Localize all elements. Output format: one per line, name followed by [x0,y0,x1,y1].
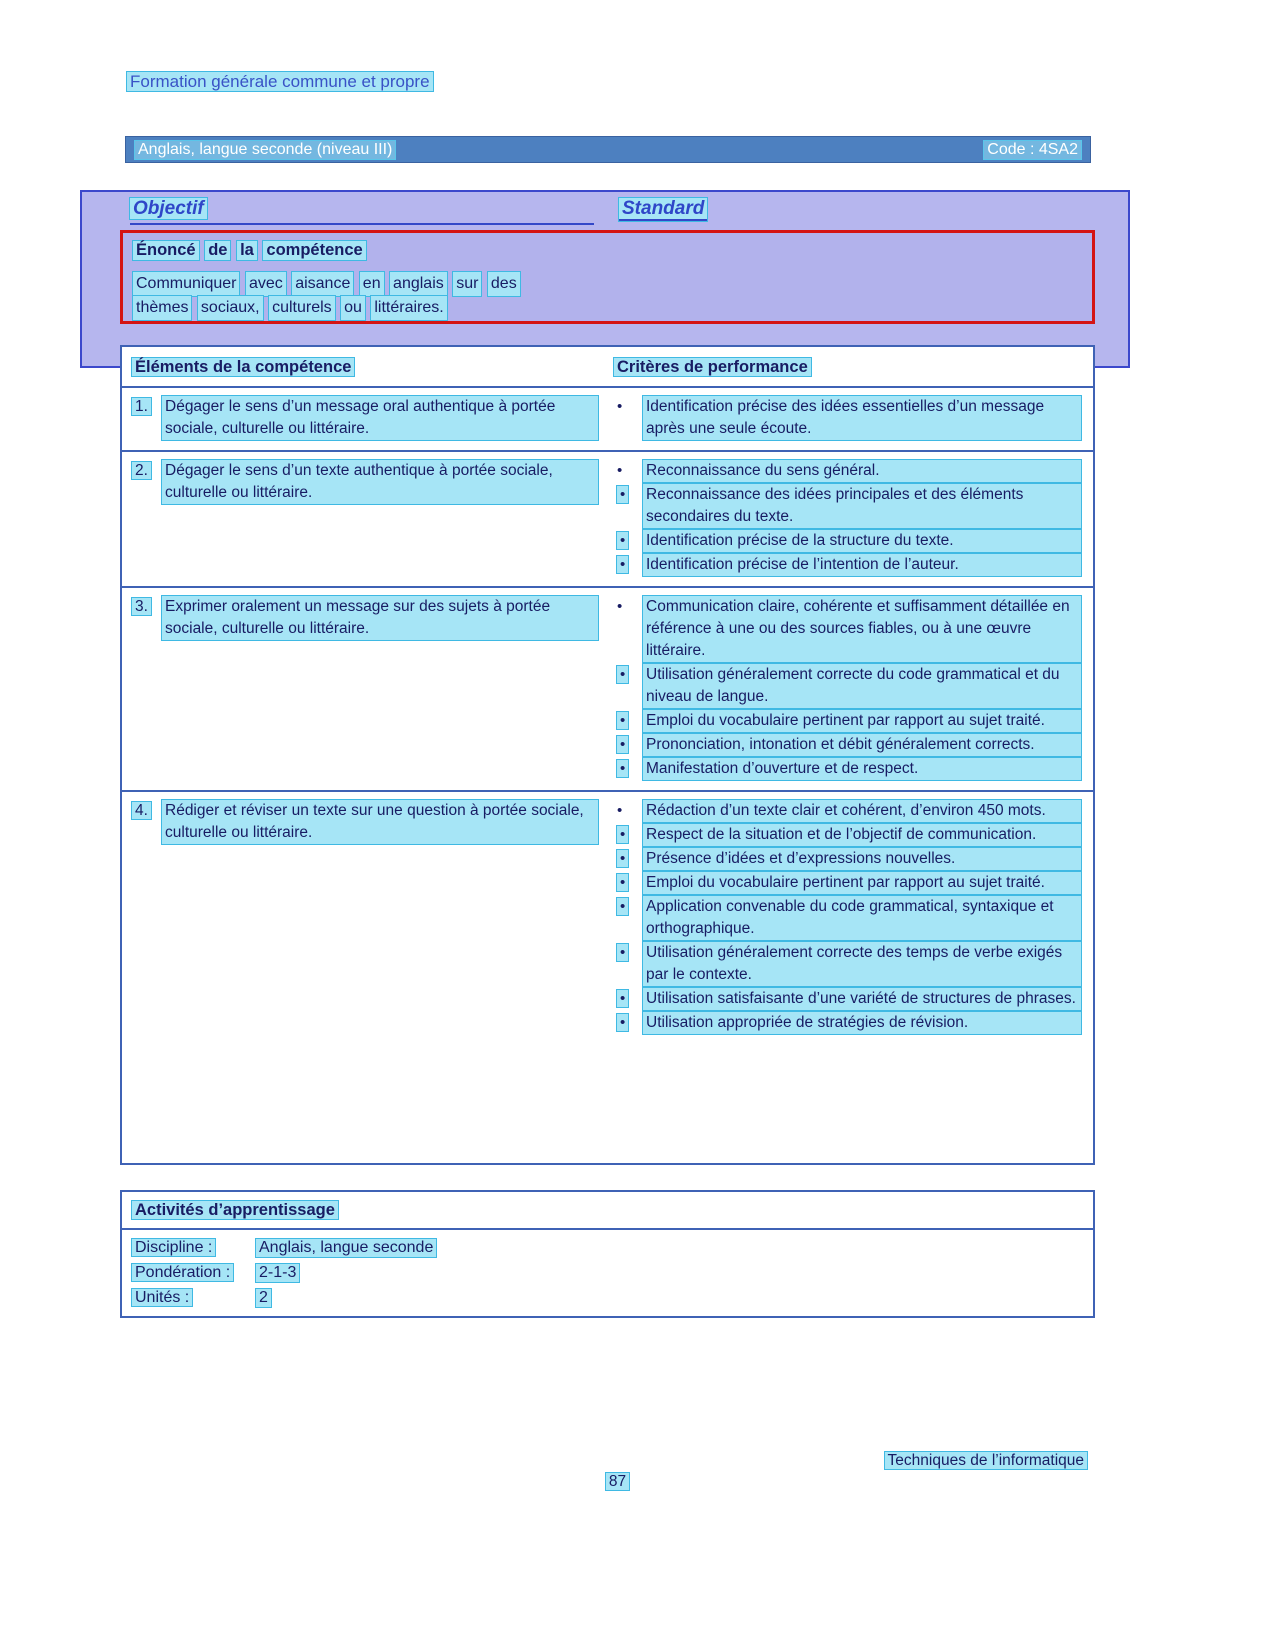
criterion-text: Utilisation appropriée de stratégies de révision. [643,1012,1081,1034]
bullet-cell [614,988,643,1010]
criteria-list [614,596,1081,780]
criterion-text: Emploi du vocabulaire pertinent par rapport au sujet traité. [643,872,1081,894]
activities-body [122,1230,1093,1323]
bullet-cell [614,734,643,756]
criterion-text: Utilisation généralement correcte du code grammatical et du niveau de langue. [643,664,1081,708]
word-highlight: en [360,272,384,296]
bullet-cell [614,942,643,986]
bullet-icon: • [617,398,623,415]
criteria-cell [608,596,1093,782]
criterion-item [614,800,1081,822]
word-highlight: des [488,272,520,296]
table-row [122,586,1093,790]
bullet-cell [614,530,643,552]
criterion-text: Identification précise des idées essentielles d’un message après une seule écoute. [643,396,1081,440]
elements-header-cell [122,356,608,379]
word-highlight: Énoncé [133,241,199,260]
criterion-item [614,554,1081,576]
unites-value: 2 [256,1289,271,1307]
footer-program-name [0,1452,1087,1470]
word-highlight: thèmes [133,296,191,320]
bullet-icon: • [617,736,628,753]
criteres-header: Critères de performance [614,358,811,376]
bullet-icon: • [617,486,628,503]
word-highlight: Communiquer [133,272,239,296]
element-text: Exprimer oralement un message sur des sujets à portée sociale, culturelle ou littéraire. [162,596,598,640]
criteria-cell [608,460,1093,578]
discipline-label: Discipline : [132,1239,215,1256]
bullet-icon: • [617,826,628,843]
bullet-icon: • [617,462,623,479]
element-number: 1. [132,398,151,415]
criterion-text: Application convenable du code grammatical, syntaxique et orthographique. [643,896,1081,940]
footer-text: Techniques de l’informatique [885,1452,1087,1469]
criterion-item [614,824,1081,846]
word-highlight: sur [453,272,481,296]
table-header-row [122,347,1093,388]
objectif-column-header [130,198,594,225]
competence-table [120,345,1095,1165]
element-text: Dégager le sens d’un texte authentique à portée sociale, culturelle ou littéraire. [162,460,598,504]
criterion-item [614,896,1081,940]
word-highlight: la [237,241,257,260]
criteria-list [614,800,1081,1034]
bullet-cell [614,554,643,576]
standard-column-header [619,198,707,225]
activities-heading: Activités d’apprentissage [132,1201,338,1219]
element-cell [122,800,608,1036]
bullet-icon: • [617,666,628,683]
word-highlight: culturels [269,296,335,320]
criterion-item [614,1012,1081,1034]
element-text: Rédiger et réviser un texte sur une question à portée sociale, culturelle ou littéraire. [162,800,598,844]
bullet-cell [614,710,643,732]
bullet-cell [614,758,643,780]
criteres-header-cell [608,356,1093,379]
criterion-text: Identification précise de la structure du texte. [643,530,1081,552]
table-row [122,388,1093,450]
enonce-line1 [133,272,1082,296]
bullet-icon: • [617,712,628,729]
bullet-icon: • [617,532,628,549]
element-text: Dégager le sens d’un message oral authentique à portée sociale, culturelle ou littéraire. [162,396,598,440]
bullet-cell [614,896,643,940]
criterion-item [614,710,1081,732]
criteria-cell [608,800,1093,1036]
unites-label: Unités : [132,1289,192,1306]
bullet-cell [614,848,643,870]
criterion-item [614,758,1081,780]
word-highlight: compétence [263,241,365,260]
bullet-cell [614,596,643,662]
standard-heading: Standard [619,198,707,221]
criterion-item [614,734,1081,756]
document-header [127,72,433,92]
criterion-item [614,530,1081,552]
header-text: Formation générale commune et propre [127,72,433,91]
bullet-cell [614,460,643,482]
word-highlight: avec [246,272,286,296]
discipline-value: Anglais, langue seconde [256,1239,436,1257]
bullet-cell [614,824,643,846]
criterion-item [614,664,1081,708]
bullet-cell [614,664,643,708]
criterion-text: Communication claire, cohérente et suffisamment détaillée en référence à une ou des sources fiables, ou à une œuvre littéraire. [643,596,1081,662]
bullet-icon: • [617,1014,628,1031]
criterion-text: Identification précise de l’intention de l’auteur. [643,554,1081,576]
course-title-bar [125,136,1091,163]
activities-heading-row [122,1192,1093,1230]
word-highlight: de [205,241,230,260]
criterion-text: Reconnaissance du sens général. [643,460,1081,482]
activities-box [120,1190,1095,1318]
course-title: Anglais, langue seconde (niveau III) [135,141,395,159]
criterion-item [614,942,1081,986]
criterion-item [614,460,1081,482]
word-highlight: anglais [390,272,447,296]
ponderation-value: 2-1-3 [256,1264,299,1282]
criterion-text: Manifestation d’ouverture et de respect. [643,758,1081,780]
criterion-item [614,988,1081,1010]
element-cell [122,596,608,782]
bullet-cell [614,872,643,894]
criterion-item [614,872,1081,894]
objective-standard-panel [80,190,1130,368]
bullet-cell [614,800,643,822]
element-cell [122,396,608,442]
criterion-item [614,596,1081,662]
objective-standard-header [82,192,1128,225]
bullet-icon: • [617,760,628,777]
bullet-icon: • [617,556,628,573]
element-number: 2. [132,462,151,479]
objectif-heading: Objectif [130,198,207,219]
ponderation-line [132,1264,1083,1282]
course-code: Code : 4SA2 [984,141,1081,159]
criterion-text: Reconnaissance des idées principales et des éléments secondaires du texte. [643,484,1081,528]
criterion-item [614,396,1081,440]
bullet-icon: • [617,598,623,615]
table-row [122,790,1093,1044]
criteria-list [614,396,1081,440]
criterion-text: Rédaction d’un texte clair et cohérent, d’environ 450 mots. [643,800,1081,822]
bullet-icon: • [617,874,628,891]
criterion-item [614,484,1081,528]
unites-line [132,1289,1083,1307]
page-number-text: 87 [606,1473,629,1490]
element-number: 3. [132,598,151,615]
word-highlight: ou [341,296,365,320]
criterion-item [614,848,1081,870]
criterion-text: Prononciation, intonation et débit généralement corrects. [643,734,1081,756]
bullet-cell [614,484,643,528]
discipline-line [132,1239,1083,1257]
element-cell [122,460,608,578]
enonce-box [120,230,1095,324]
enonce-line2 [133,296,1082,320]
table-row [122,450,1093,586]
bullet-icon: • [617,944,628,961]
bullet-icon: • [617,802,623,819]
criterion-text: Utilisation généralement correcte des temps de verbe exigés par le contexte. [643,942,1081,986]
criteria-cell [608,396,1093,442]
bullet-icon: • [617,898,628,915]
bullet-cell [614,1012,643,1034]
element-number: 4. [132,802,151,819]
criterion-text: Respect de la situation et de l’objectif de communication. [643,824,1081,846]
elements-header: Éléments de la compétence [132,358,354,376]
enonce-heading [133,241,1082,260]
bullet-icon: • [617,990,628,1007]
criterion-text: Utilisation satisfaisante d’une variété de structures de phrases. [643,988,1081,1010]
criterion-text: Présence d’idées et d’expressions nouvelles. [643,848,1081,870]
page-number [0,1473,1235,1491]
bullet-icon: • [617,850,628,867]
criterion-text: Emploi du vocabulaire pertinent par rapport au sujet traité. [643,710,1081,732]
ponderation-label: Pondération : [132,1264,233,1281]
bullet-cell [614,396,643,440]
word-highlight: sociaux, [198,296,263,320]
criteria-list [614,460,1081,576]
word-highlight: aisance [292,272,353,296]
table-body [122,388,1093,1044]
word-highlight: littéraires. [371,296,446,320]
